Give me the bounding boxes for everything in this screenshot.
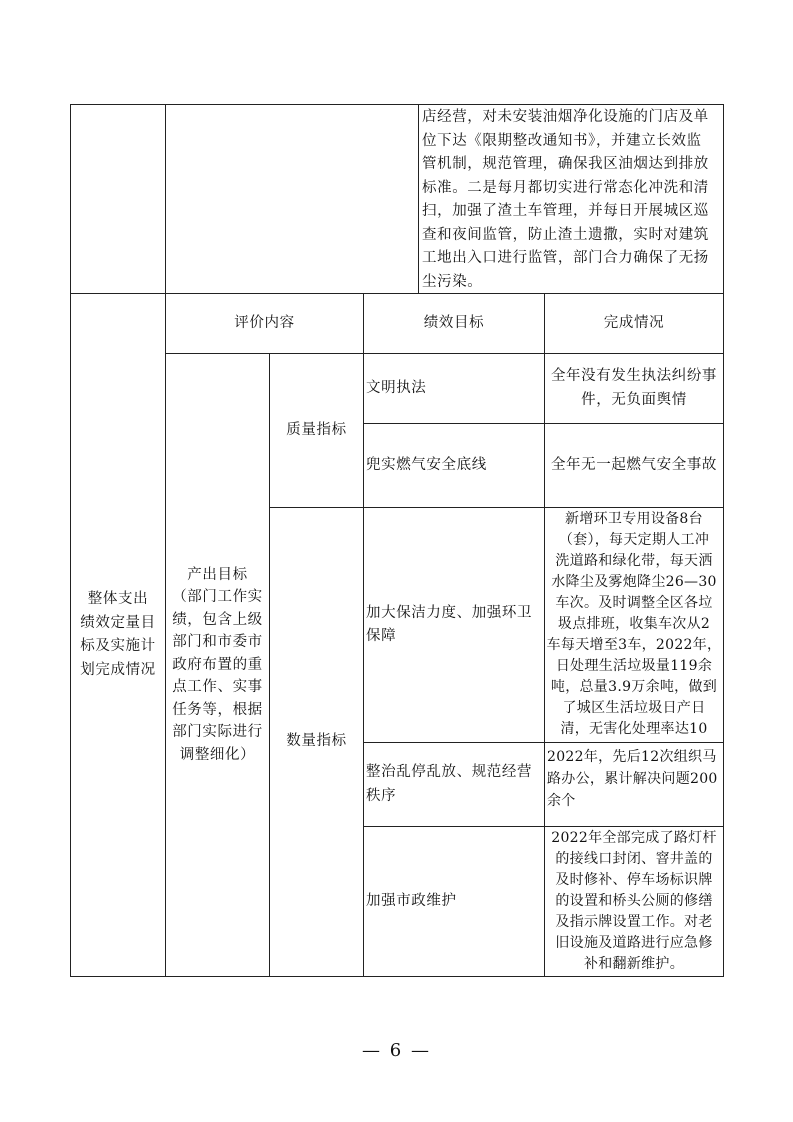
- section-label-cell: [71, 294, 165, 976]
- top-divider-2: [418, 104, 419, 294]
- target-line: 秩序: [366, 787, 397, 804]
- output-target-line: 调整细化）: [179, 746, 256, 763]
- text-line: 管机制，规范管理，确保我区油烟达到排放: [422, 156, 709, 172]
- header-divider-1: [363, 293, 364, 977]
- section-label-line: 标及实施计: [80, 638, 156, 654]
- result-line: 及时修补、停车场标识牌: [555, 872, 713, 888]
- quantity-row-1-target: [366, 508, 543, 742]
- result-line: 件，无负面舆情: [581, 391, 687, 408]
- result-line: 洗道路和绿化带，每天洒: [555, 553, 713, 569]
- target-line: 加强市政维护: [366, 892, 457, 909]
- quality-row-2-target: [366, 424, 543, 507]
- result-line: 日处理生活垃圾量119余: [555, 658, 713, 674]
- header-label: 评价内容: [234, 314, 295, 331]
- quality-row-1-result: [545, 354, 723, 423]
- output-target-line: 部门和市委市: [172, 634, 263, 651]
- quality-row-2-result: [545, 424, 723, 507]
- quantity-row-3-result: [545, 828, 723, 976]
- result-line: 圾点排班，收集车次从2: [557, 616, 711, 632]
- output-target-line: 部门实际进行: [172, 724, 263, 741]
- result-line: 新增环卫专用设备8台: [565, 511, 703, 527]
- result-line: 余个: [547, 793, 576, 809]
- result-line: 及指示牌设置工作。对老: [555, 914, 713, 930]
- header-label: 完成情况: [603, 314, 665, 331]
- indicator-label: 数量指标: [286, 733, 347, 750]
- text-line: 位下达《限期整改通知书》，并建立长效监: [422, 132, 702, 149]
- text-line: 查和夜间监管，防止渣土遗撒，实时对建筑: [422, 226, 709, 243]
- result-line: 全年没有发生执法纠纷事: [550, 368, 718, 384]
- table-border-top: [70, 104, 724, 105]
- header-completion: [545, 294, 723, 353]
- quantity-row-3-target: [366, 827, 543, 976]
- result-line: 2022年，先后12次组织马: [547, 749, 717, 765]
- section-label-line: 绩效定量目: [80, 614, 156, 631]
- result-line: 车每天增至3车，2022年，: [546, 637, 722, 653]
- quantity-row-2-target: [366, 743, 543, 826]
- quantity-row-1-result: [545, 508, 723, 742]
- header-label: 绩效目标: [423, 314, 485, 331]
- section-label-line: 划完成情况: [80, 661, 156, 678]
- target-line: 加大保洁力度、加强环卫: [366, 604, 533, 621]
- output-target-line: 绩，包含上级: [172, 611, 263, 628]
- result-line: 水降尘及雾炮降尘26—30: [551, 574, 717, 590]
- text-line: 尘污染。: [422, 273, 483, 290]
- quality-indicator-label: [270, 354, 363, 507]
- output-target-line: 点工作、实事: [172, 679, 263, 696]
- target-line: 整治乱停乱放、规范经营: [366, 764, 533, 780]
- section-label-line: 整体支出: [87, 591, 149, 607]
- text-line: 标准。二是每月都切实进行常态化冲洗和清: [422, 179, 709, 196]
- text-line: 扫，加强了渣土车管理，并每日开展城区巡: [422, 203, 709, 219]
- result-line: 2022年全部完成了路灯杆: [551, 830, 717, 846]
- output-target-line: 产出目标: [187, 566, 248, 583]
- target-text: 兜实燃气安全底线: [366, 456, 487, 473]
- output-target-line: （部门工作实: [172, 589, 263, 606]
- top-continuation-text: [420, 106, 724, 292]
- text-line: 店经营，对未安装油烟净化设施的门店及单: [422, 109, 709, 125]
- text-line: 工地出入口进行监管，部门合力确保了无扬: [422, 250, 709, 266]
- output-target-line: 政府布置的重: [172, 656, 263, 673]
- table-border-bottom: [70, 976, 724, 977]
- result-line: （套），每天定期人工冲: [558, 532, 710, 548]
- result-line: 路办公，累计解决问题200: [547, 771, 718, 787]
- quantity-indicator-label: [270, 508, 363, 976]
- result-line: 全年无一起燃气安全事故: [550, 456, 718, 473]
- result-line: 清，无害化处理率达10: [560, 721, 708, 737]
- result-line: 旧设施及道路进行应急修: [555, 935, 713, 951]
- indicator-label: 质量指标: [286, 421, 347, 438]
- result-line: 车次。及时调整全区各垃: [555, 595, 713, 611]
- output-target-cell: [166, 354, 269, 976]
- output-target-line: 任务等，根据: [172, 701, 263, 718]
- quality-row-1-target: [366, 354, 543, 423]
- target-line: 保障: [366, 628, 397, 644]
- page-number: — 6 —: [362, 1040, 431, 1061]
- result-line: 的接线口封闭、窨井盖的: [555, 851, 713, 867]
- result-line: 吨，总量3.9万余吨，做到: [550, 679, 718, 695]
- quantity-row-2-result: [547, 746, 723, 826]
- header-performance-target: [364, 294, 544, 353]
- header-evaluation-content: [166, 294, 363, 353]
- target-text: 文明执法: [366, 379, 427, 396]
- result-line: 补和翻新维护。: [583, 956, 685, 972]
- result-line: 了城区生活垃圾日产日: [562, 700, 706, 716]
- result-line: 的设置和桥头公厕的修缮: [555, 893, 713, 909]
